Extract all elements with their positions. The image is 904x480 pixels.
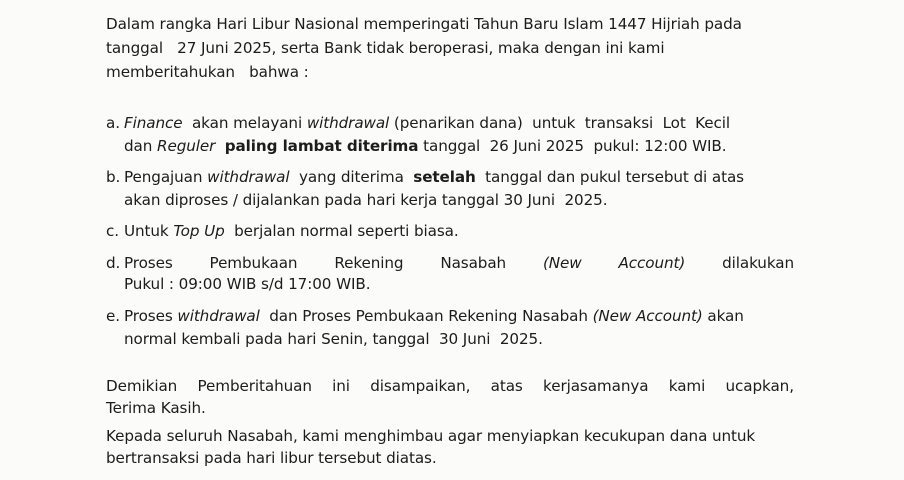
list-item-b-line-2: akan diproses / dijalankan pada hari kerja tanggal 30 Juni 2025. <box>124 191 608 209</box>
intro-line-2: tanggal 27 Juni 2025, serta Bank tidak beroperasi, maka dengan ini kami <box>106 39 665 57</box>
new-term: (New <box>542 254 582 272</box>
withdrawal-term: withdrawal <box>177 307 260 325</box>
list-item-marker-c: c. <box>106 222 119 240</box>
list-item-d-line-1: Proses Pembukaan Rekening Nasabah (New Account) dilakukan <box>124 254 794 272</box>
deadline-emphasis: paling lambat diterima <box>224 137 419 155</box>
after-emphasis: setelah <box>413 168 476 186</box>
top-up-term: Top Up <box>173 222 225 240</box>
intro-line-3: memberitahukan bahwa : <box>106 63 309 81</box>
list-item-e-line-1: Proses withdrawal dan Proses Pembukaan Rekening Nasabah (New Account) akan <box>124 307 744 325</box>
list-item-e-line-2: normal kembali pada hari Senin, tanggal 30 Juni 2025. <box>124 330 543 348</box>
list-item-a-line-2: dan Reguler paling lambat diterima tanggal 26 Juni 2025 pukul: 12:00 WIB. <box>124 137 727 155</box>
intro-line-1: Dalam rangka Hari Libur Nasional memperingati Tahun Baru Islam 1447 Hijriah pada <box>106 15 742 33</box>
list-item-a-line-1: Finance akan melayani withdrawal (penarikan dana) untuk transaksi Lot Kecil <box>124 114 731 132</box>
closing-line-1: Demikian Pemberitahuan ini disampaikan, atas kerjasamanya kami ucapkan, <box>106 377 794 395</box>
new-account-term: (New Account) <box>592 307 703 325</box>
list-item-marker-e: e. <box>106 307 120 325</box>
list-item-b-line-1: Pengajuan withdrawal yang diterima setelah tanggal dan pukul tersebut di atas <box>124 168 744 186</box>
withdrawal-term: withdrawal <box>306 114 390 132</box>
finance-term: Finance <box>124 114 183 132</box>
list-item-marker-a: a. <box>106 114 120 132</box>
withdrawal-term: withdrawal <box>207 168 290 186</box>
account-term: Account) <box>618 254 686 272</box>
list-item-d-line-2: Pukul : 09:00 WIB s/d 17:00 WIB. <box>124 275 371 293</box>
list-item-marker-b: b. <box>106 168 121 186</box>
list-item-c-line-1: Untuk Top Up berjalan normal seperti biasa. <box>124 222 459 240</box>
closing-appeal-line-1: Kepada seluruh Nasabah, kami menghimbau agar menyiapkan kecukupan dana untuk <box>106 427 756 445</box>
closing-thanks: Terima Kasih. <box>106 399 206 417</box>
list-item-marker-d: d. <box>106 254 121 272</box>
closing-appeal-line-2: bertransaksi pada hari libur tersebut diatas. <box>106 449 437 467</box>
reguler-term: Reguler <box>157 137 216 155</box>
